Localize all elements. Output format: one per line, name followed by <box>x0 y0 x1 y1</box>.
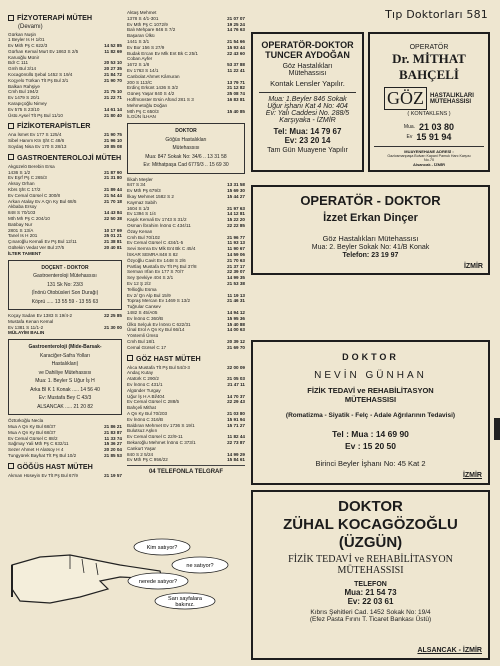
ad-specialty: Göz Hastalıkları <box>282 63 333 70</box>
ad-phone: Telefon: 23 19 97 <box>342 252 399 259</box>
list-item: Andaç Kutay <box>127 370 154 376</box>
checkbox-icon <box>8 123 14 129</box>
checkbox-icon <box>8 15 14 21</box>
listing-line: Ev: Mithatpaşa Cad 6779/3 .. 15 69 30 <box>143 162 229 169</box>
list-item: Kbrs Şht C 17/2 21 89 44 <box>8 187 122 193</box>
ad-address: Alsancak - İZMİR <box>412 162 445 167</box>
list-item: 1436 S 1/2 21 87 90 <box>8 169 122 175</box>
list-item: İlkay Mehmet 1582 S 2 15 44 27 <box>127 194 245 200</box>
list-item: Partlaş Mustafa Ev Tlt Pş Bul 37/8 21 37 17 <box>127 263 245 269</box>
list-item: Akbaba Ersoy <box>8 204 37 210</box>
bubble-text: bakınız. <box>175 602 195 608</box>
listing-line: ve Dahiliye Mütehassısı <box>38 369 92 376</box>
list-item: Mth Pş C 650/3 15 40 85 <box>127 108 245 114</box>
list-item: Gültekin Vedat Ver Bul 27/5 20 40 81 <box>8 245 122 250</box>
listing-line: Ev: Mustafa Bey C 43/3 <box>38 395 92 402</box>
list-item: Özay Kenan <box>127 228 153 234</box>
ad-address: Mua: 1.Beyler 846 Sokak <box>268 96 347 103</box>
list-item: Mth Mh Pş C 204/10 22 50 38 <box>8 216 122 222</box>
list-item: 1378 S 4/1-301 21 07 07 <box>127 15 245 21</box>
list-item: Ev Cemal Gürsel C 434/1-5 11 93 13 <box>127 240 245 246</box>
ad-address: Ev: Yalı Caddesi No. 288/5 <box>265 110 350 117</box>
list-item: Ev Mith Pş C 622/3 14 52 85 <box>8 43 122 49</box>
list-item: Ev 1479 S 20/1 21 22 71 <box>8 95 122 101</box>
ad-title: DOKTOR <box>342 352 399 362</box>
list-item: 847 S 34 13 31 58 <box>127 182 245 188</box>
list-item: Gmh Bul 3/14 20 27 35 <box>8 66 122 72</box>
listing-line: 131 Sk No: 23/3 <box>47 281 83 288</box>
list-item: Balkan Rahşiye <box>8 83 40 89</box>
bubble-text: Sarı sayfalara <box>168 596 202 602</box>
list-item: Cmh Bul 18/1 20 39 12 <box>127 338 245 344</box>
listing-line: Mua: 847 Sokak No: 34/6 .. 13 31 58 <box>145 153 227 160</box>
ad-specialty: MÜTEHASSISI <box>337 565 404 576</box>
list-item: 1672 S 1/8 53 37 88 <box>127 62 245 68</box>
ad-specialty: Göz Hastalıkları Mütehassısı <box>322 234 419 243</box>
ad-nevin-gunhan <box>251 340 490 485</box>
list-item: Başaran Ülkü <box>127 33 155 39</box>
list-item: Topraş Mercan Ev 1469 S 13/2 21 46 31 <box>127 298 245 304</box>
ad-specialty: FİZİK TEDAVİ ve REHABİLİTASYON <box>288 554 453 565</box>
list-item: 1604 S 1/3 21 97 63 <box>127 205 245 211</box>
ad-specialty: ( KONTAKLENS ) <box>407 111 451 117</box>
listing-line: (İnönü Otobüsleri Son Durağı) <box>31 290 99 297</box>
pointing-hand-icon <box>10 535 240 610</box>
list-item: Yöntemli Ümsü <box>127 333 159 339</box>
entry-heading: MÜLAYİM BALIN <box>8 330 45 336</box>
ad-name: ZÜHAL KOCAGÖZOĞLU <box>283 516 458 533</box>
listing-line: Mütehassısı <box>172 145 200 152</box>
list-item: Serman Irfan Ev 177 S 70/7 22 39 07 <box>127 269 245 275</box>
list-item: Tanel Is H 201 25 01 21 <box>8 233 122 239</box>
ad-address: (Efez Pasta Fırını T. Ticaret Bankası Üstü) <box>309 616 432 623</box>
list-item: Arkan Atalay Ev A Qn Ky Bul 68/5 21 70 18 <box>8 198 122 204</box>
ad-phone: 15 91 94 <box>416 132 452 142</box>
listing-line: Gastroenteroloji Mütehassısı <box>33 273 97 280</box>
section-subheading: (Devamı) <box>18 24 43 30</box>
ad-title: DOKTOR <box>338 498 403 515</box>
ad-address: No.70 <box>423 158 435 162</box>
list-item: Ev Cemal Gürsel C 88/2 11 33 74 <box>8 435 122 441</box>
ad-hours: Tam Gün Muayene Yapılır <box>267 147 348 154</box>
ad-address: Karşıyaka - İZMİR <box>279 117 336 124</box>
list-item: Koçay Sadan Ev 1383 S 19/4-2 22 25 85 <box>8 313 122 319</box>
checkbox-icon <box>127 355 133 361</box>
list-item: Bahçeli Mithat <box>127 405 156 411</box>
ad-phone: Ev: 23 20 14 <box>284 136 331 145</box>
list-item: Sezer Ahmet H Alatsoy H 4 20 20 04 <box>8 447 122 453</box>
ad-title: OPERATÖR-DOKTOR <box>261 40 354 50</box>
ad-phone: 21 03 80 <box>419 122 455 132</box>
listing-line: Karaciğer-Safra Yolları <box>39 352 91 359</box>
list-item: Ana İsmet Ev 177 S 125/4 21 90 75 <box>8 132 122 138</box>
list-item: Ev 12 Ş 2/2 21 53 38 <box>127 280 245 286</box>
listing-box <box>8 260 122 311</box>
list-item: Bdr C 111 20 53 10 <box>8 60 122 66</box>
list-item: Mua A Qn Ky Bul 68/37 21 83 87 <box>8 429 122 435</box>
list-item: Ev Cemal Gürsel C 22/9-11 11 82 44 <box>127 434 245 440</box>
edge-tab-marker <box>494 418 500 440</box>
listing-box <box>127 123 245 174</box>
checkbox-icon <box>8 463 14 469</box>
list-item: Çınaroğlu Kemali Ev Pş Bul 12/11 21 38 81 <box>8 239 122 245</box>
ad-phone: Tel: Mua: 14 79 67 <box>273 127 342 136</box>
list-item: Sey Şevkiye 404 S 2/1 14 99 35 <box>127 275 245 281</box>
list-item: Ev 1394 S 1/4 14 12 81 <box>127 211 245 217</box>
ad-address: MUAYENEHANE ADRESİ : <box>404 149 454 154</box>
list-item: Ev Bor 156 S 27/9 15 93 44 <box>127 44 245 50</box>
list-item: Ev Eşrf Pş C 265/3 21 31 80 <box>8 175 122 181</box>
list-item: Tungyürek Bayhat Tlt Pş Bul 10/2 21 85 53 <box>8 453 122 459</box>
list-item: A Qn Ky Bul 70/203 21 03 80 <box>127 410 245 416</box>
list-item: Sibel Hanım Ktn Şht C 48/6 21 96 10 <box>8 138 122 144</box>
ad-name: TUNCER AYDOĞAN <box>265 50 350 60</box>
list-item: 200 S 113/C 13 79 71 <box>127 79 245 85</box>
listing-line: DOKTOR <box>175 128 197 135</box>
list-item: 1482 S 45/A05 14 94 12 <box>127 309 245 315</box>
ad-name: BAHÇELİ <box>399 67 459 82</box>
list-item: Gürhan Kemal Murt Ev 1863 S 2/5 11 82 69 <box>8 48 122 54</box>
listing-line: Göğüs Hastalıkları <box>165 136 207 143</box>
list-item: Koçyelo Türkan Tlt Pş Bul 3/1 21 90 70 <box>8 77 122 83</box>
section-heading: GÖĞÜS HAST MÜTEH <box>8 462 122 471</box>
list-item: Cankurt Yaşar <box>127 445 156 451</box>
column-left <box>8 10 122 479</box>
list-item: Atatürk C 290/2 21 05 03 <box>127 376 245 382</box>
ad-city: ALSANCAK - İZMİR <box>417 647 482 654</box>
section-heading: GASTROENTEROLOJİ MÜTEH <box>8 153 122 162</box>
list-item: Özyoğlu Cavit Ev 1448 S 2/6 21 70 63 <box>127 257 245 263</box>
ad-address: Uğur işhanı Kat 4 No: 404 <box>267 103 348 110</box>
list-item: Kaymaz Sabih <box>127 199 157 205</box>
bubble-text: Kim satıyor? <box>146 545 178 551</box>
list-item: Mustafa Kenan Kemal <box>8 318 54 324</box>
checkbox-icon <box>8 154 14 160</box>
list-item: Balı Mehpare 846 S 7/2 14 76 63 <box>127 27 245 33</box>
list-item: Ev Mth Pş C 1072/9 19 25 24 <box>127 21 245 27</box>
list-item: Soydaş Nisa Ev 170 S 28/13 20 85 08 <box>8 144 122 150</box>
list-item: İSKAR SEMRA 848 S 82 14 59 06 <box>127 252 245 257</box>
list-item: Budak Ercan Ev Mlk Ent Bk C 25/1 22 43 60 <box>127 50 245 56</box>
ad-address: Gaziosmanpaşa Bulvarı Kapani Pamuk Hanı Karşısı <box>387 154 471 158</box>
listing-line: Köprü ..... 13 55 59 - 13 55 63 <box>31 298 99 305</box>
list-item: Ev Cemal Gürsel C 300/8 21 54 44 <box>8 192 122 198</box>
list-item: Sağmay Yali Mth Pş C 632/11 15 36 27 <box>8 441 122 447</box>
ad-name: Dr. MİTHAT <box>392 51 466 66</box>
ad-specialty: HASTALIKLARI <box>430 92 474 99</box>
ad-specialty: MÜTEHASSISI <box>430 98 472 105</box>
list-item: Ünal Erol A Qn Ky Bul 66/14 14 00 63 <box>127 327 245 333</box>
ad-title: OPERATÖR <box>409 44 449 51</box>
ad-address: Birinci Beyler İşhanı No: 45 Kat 2 <box>315 459 426 468</box>
entry-heading: İLTER TAMENT <box>8 250 42 256</box>
listing-line: DOÇENT - DOKTOR <box>41 264 89 271</box>
list-item: Karuoğlu Münir <box>8 54 40 60</box>
ad-name: İzzet Erkan Dinçer <box>323 212 418 224</box>
list-item: 2801 S 13/A 10 17 69 <box>8 227 122 233</box>
listing-line: Hastalıkları) <box>51 361 79 368</box>
list-item: Alıca Mustafa Tlt Pş Bul 54/3-3 22 00 09 <box>127 364 245 370</box>
page-title: Tıp Doktorları 581 <box>385 8 488 21</box>
list-item: Osman İbrahim İnönü C 434/11 22 22 85 <box>127 223 245 229</box>
ad-note: (Romatizma - Siyatik - Felç - Adale Ağrılarının Tedavisi) <box>285 412 456 419</box>
list-item: Aktaş Mehmet <box>127 10 157 15</box>
list-item: Ev İnönü C 316/B 15 91 94 <box>127 416 245 422</box>
ad-address: Kıbrıs Şehitleri Cad. 1452 Sokak No: 19/4 <box>310 609 431 616</box>
list-item: Ev 1763 S 14/1 11 22 41 <box>127 67 245 73</box>
ad-title: OPERATÖR - DOKTOR <box>300 193 441 208</box>
list-item: Karapıçoğlu Nimey <box>8 101 47 107</box>
list-item: Gürkan Nuşin <box>8 31 37 37</box>
list-item: Tellioğlu Esma <box>127 286 157 292</box>
list-item: Algünder Turgay <box>127 387 161 393</box>
ad-specialty: Mütehassısı <box>288 70 327 77</box>
ad-specialty: MÜTEHASSISI <box>344 395 397 404</box>
list-item: Güneş Yaşar 840 S 4/2 25 08 74 <box>127 91 245 97</box>
section-heading: FİZİKOTERAPİSTLER <box>8 121 122 130</box>
list-item: Batıbay Nur <box>8 221 33 227</box>
list-item: Akman Hüseyin Ev Tlt Pş Bul 67/9 21 19 57 <box>8 472 122 478</box>
list-item: 848 S 70/103 14 43 84 <box>8 210 122 216</box>
ad-mithat-bahceli: OPERATÖR Dr. MİTHAT BAHÇELİ GÖZ HASTALIKLARI MÜTEHASSISI ( KONTAKLENS ) Mua. 21 03 80 Ev 15 91 94 MUAYENEHANE ADRESİ : Gaziosmanpaşa Bulvarı Kapani Pamuk Hanı Karşısı No.70 Alsancak - İZMİR <box>368 32 490 172</box>
list-item: Akgüzelö Berebin Ersa <box>8 163 55 169</box>
list-item: Erdinç Erkünt 1436 S 3/2 21 12 82 <box>127 85 245 91</box>
list-item: Mehmetoğlu Doğan <box>127 102 168 108</box>
list-item: Cmh Bul 194/2 21 75 10 <box>8 89 122 95</box>
ad-city: İZMİR <box>462 472 482 479</box>
ad-phone: Ev : 15 20 50 <box>344 441 397 451</box>
bubble-text: ne satıyor? <box>186 563 214 569</box>
listing-line: Mua: 1. Beyler S Uğur İş H <box>35 378 95 385</box>
ad-izzet-erkan-dincer <box>251 185 490 275</box>
list-item: Bekaroğlu Mehmet İnönü C 373/1 22 73 87 <box>127 439 245 445</box>
list-item: Baldıran Mehmet Ev 1736 S 19/1 15 71 27 <box>127 422 245 428</box>
list-item: İlikah Meşler <box>127 176 153 182</box>
listing-line: ALSANCAK ..... 21 20 82 <box>37 403 93 410</box>
section-heading: FİZYOTERAPİ MÜTEH <box>8 13 122 22</box>
list-item: Coban Ayfer <box>127 56 153 62</box>
list-item: Ev 2/ Qn Alp Bul 15/9 11 19 13 <box>127 292 245 298</box>
list-item: Üstü Aysel Tlt Pş Bul 11/10 21 80 40 <box>8 112 122 118</box>
list-item: Canbolat Ahmet Kâmuran <box>127 73 180 79</box>
ad-name: NEVİN GÜNHAN <box>314 370 427 381</box>
ad-city: İZMİR <box>463 263 483 270</box>
list-item: Sevi Semra Ev Mlk Ent Bk C 45/4 11 90 67 <box>127 246 245 252</box>
list-item: Ev Mth Pş C 956/22 15 84 61 <box>127 457 245 463</box>
list-item: Kocagönüllü Şebal 1452 S 19/4 21 84 72 <box>8 72 122 78</box>
section-heading: GÖZ HAST MÜTEH <box>127 354 245 363</box>
bubble-text: nerede satıyor? <box>138 579 178 585</box>
list-item: Ev İnönü C 431/1 21 47 11 <box>127 381 245 387</box>
list-item: Ev 1381 S 11/1-2 21 30 00 <box>8 324 122 330</box>
listing-box <box>8 339 122 415</box>
list-item: Tuğrular Cansev <box>127 304 161 310</box>
list-item: Cemal Gürsel C 17 21 69 70 <box>127 344 245 350</box>
list-item: Kaşık Kemali Ev 1743 S 31/2 15 22 20 <box>127 217 245 223</box>
list-item: Ülkü Selçuk Ev İnönü C 622/31 15 40 88 <box>127 321 245 327</box>
ad-phone: Mua: 21 54 73 <box>344 588 397 597</box>
ad-specialty: Kontak Lensler Yapılır. <box>270 79 345 88</box>
list-item: Aksoy Orhan <box>8 181 35 187</box>
list-item: 1441 S 3/1 21 54 66 <box>127 38 245 44</box>
list-item: Bulutsuz Aşkın <box>127 428 158 434</box>
list-item: Ev İnönü C 360/B 15 95 36 <box>127 315 245 321</box>
list-item: Mua A Qn Ky Bul 68/37 21 86 21 <box>8 424 122 430</box>
list-item: Cmh Bul 70/102 21 96 77 <box>127 234 245 240</box>
column-middle <box>127 10 245 477</box>
list-item: Ev Cemal Gürsel C 288/5 22 29 43 <box>127 399 245 405</box>
page-header <box>250 8 488 26</box>
ad-address: Mua: 2. Beyler Sokak No: 41/B Konak <box>311 244 430 251</box>
telgraf-note: 04 TELEFONLA TELGRAF <box>148 469 224 476</box>
list-item: Öztürkoğlu Necla <box>8 418 44 424</box>
ad-phone: Tel : Mua : 14 69 90 <box>332 429 409 439</box>
list-item: Uğur İş H A Bl/404 14 70 37 <box>127 393 245 399</box>
list-item: 1 Beyler Is H 1/01 <box>8 37 45 43</box>
list-item: 840 S 2 5/24 14 99 29 <box>127 451 245 457</box>
list-item: İLGÜN İLHAN <box>127 114 156 120</box>
listing-line: Arka Bl K 1 Konak ..... 14 56 40 <box>30 386 100 393</box>
ad-specialty: FİZİK TEDAVİ ve REHABİLİTASYON <box>307 386 434 395</box>
ad-logo-text: GÖZ <box>384 87 427 110</box>
list-item: Ev Mth Pş 679/3 15 69 30 <box>127 188 245 194</box>
ad-phone-heading: TELEFON <box>354 581 387 588</box>
list-item: Ev 575 S 23/10 14 61 14 <box>8 106 122 112</box>
listing-line: Gastroenteroloji (Mide-Barsak- <box>28 344 102 351</box>
ad-tuncer-aydogan <box>251 32 364 172</box>
list-item: Hoffmünster Ersin Afünd 281 S 3 16 83 81 <box>127 96 245 102</box>
ad-zuhal-kocagozoglu <box>251 490 490 660</box>
ad-phone: Ev: 22 03 61 <box>347 597 394 606</box>
ad-name: (ÜZGÜN) <box>338 534 403 551</box>
